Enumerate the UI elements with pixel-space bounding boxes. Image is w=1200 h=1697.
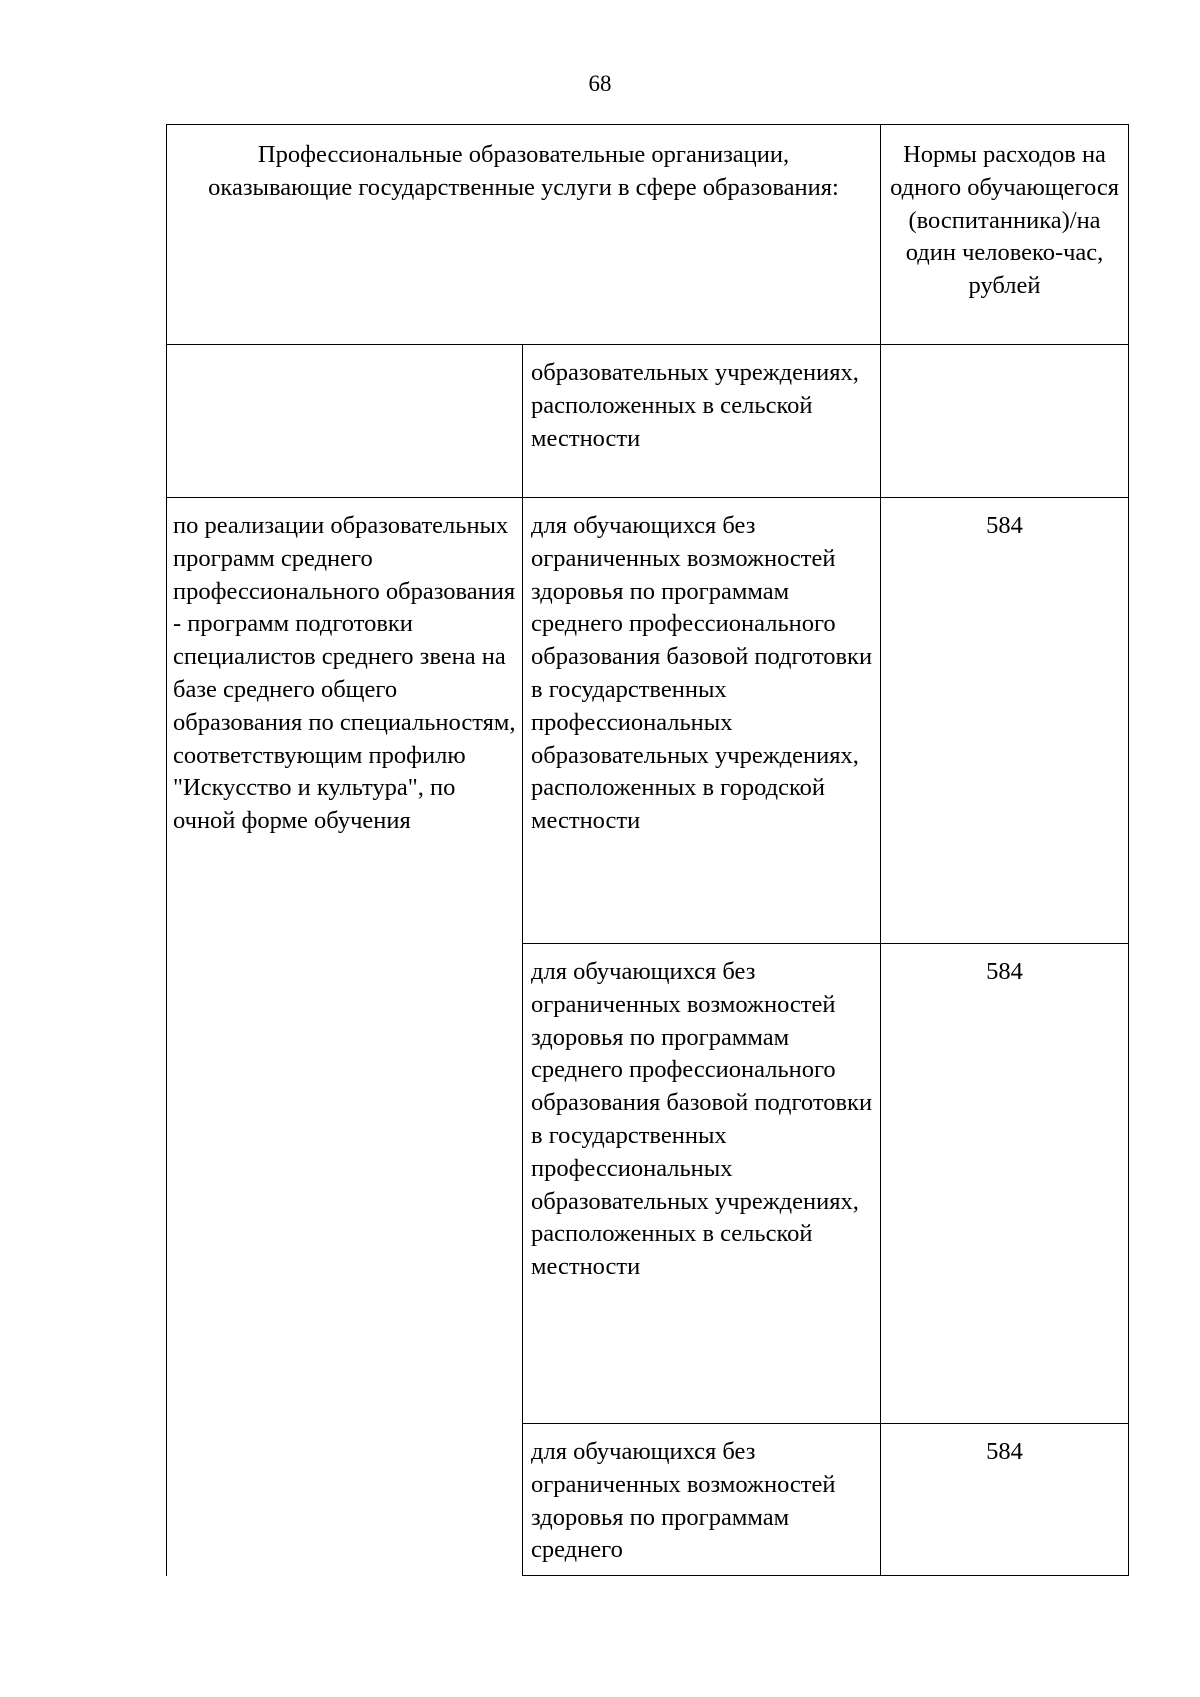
table-cell-value: 584 <box>881 1424 1129 1576</box>
header-norms: Нормы расходов на одного обучающегося (воспитанника)/на один человеко-час, рублей <box>881 125 1129 345</box>
table-cell-value <box>881 345 1129 498</box>
table-row <box>167 498 1129 944</box>
header-organizations: Профессиональные образовательные организации, оказывающие государственные услуги в сфере образования: <box>167 125 881 345</box>
table-row <box>167 1424 1129 1576</box>
table-cell-description: для обучающихся без ограниченных возможностей здоровья по программам среднего профессионального образования базовой подготовки в государственных профессиональных образовательных учреждениях, расположенных в сельской местности <box>523 944 881 1424</box>
table-cell-description: образовательных учреждениях, расположенных в сельской местности <box>523 345 881 498</box>
norms-table <box>166 124 1129 1576</box>
table-cell-description: для обучающихся без ограниченных возможностей здоровья по программам среднего <box>523 1424 881 1576</box>
table-header-row <box>167 125 1129 345</box>
table-row <box>167 944 1129 1424</box>
table-cell-value: 584 <box>881 944 1129 1424</box>
table-cell-category <box>167 944 523 1424</box>
page-number: 68 <box>588 71 612 96</box>
table-row <box>167 345 1129 498</box>
table-cell-value: 584 <box>881 498 1129 944</box>
table-cell-category <box>167 1424 523 1576</box>
table-cell-category <box>167 345 523 498</box>
table-cell-description: для обучающихся без ограниченных возможностей здоровья по программам среднего профессионального образования базовой подготовки в государственных профессиональных образовательных учреждениях, расположенных в городской местности <box>523 498 881 944</box>
table-cell-category: по реализации образовательных программ среднего профессионального образования - программ подготовки специалистов среднего звена на базе среднего общего образования по специальностям, соответствующим профилю "Искусство и культура", по очной форме обучения <box>167 498 523 944</box>
